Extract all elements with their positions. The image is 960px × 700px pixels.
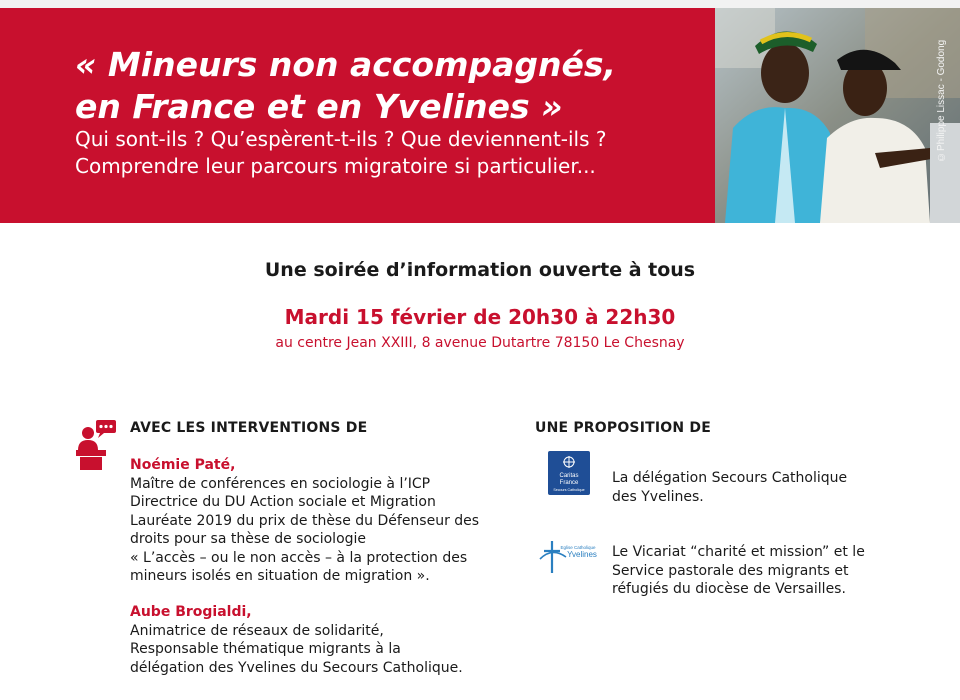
speaker-icon [74,420,118,470]
event-title: « Mineurs non accompagnés, en France et en Yvelines » [75,45,617,126]
event-tagline: Une soirée d’information ouverte à tous [264,259,696,281]
speaker-entry [130,603,520,677]
diocese-logo-text: Eglise Catholique [560,545,596,550]
organizer-text: La délégation Secours Catholique des Yvelines. [612,470,848,505]
caritas-logo [548,451,590,495]
speaker-name: Noémie Paté, [130,457,236,473]
speakers-heading: AVEC LES INTERVENTIONS DE [130,420,368,436]
speaker-description: Animatrice de réseaux de solidarité, Responsable thématique migrants à la délégation des Yvelines du Secours Catholique. [130,622,463,676]
caritas-logo-text: Secours Catholique [553,488,585,492]
caritas-logo-text: France [559,480,579,486]
event-subtitle: Qui sont-ils ? Qu’espèrent-t-ils ? Que deviennent-ils ? Comprendre leur parcours migratoire si particulier... [75,127,607,178]
organizer-text: Le Vicariat “charité et mission” et le Service pastorale des migrants et réfugiés du diocèse de Versailles. [612,544,865,597]
speaker-name: Aube Brogialdi, [130,604,252,620]
event-date: Mardi 15 février de 20h30 à 22h30 [284,305,676,329]
organizers-heading: UNE PROPOSITION DE [535,420,711,436]
caritas-logo-text: Caritas [559,473,579,479]
header-photo [715,8,960,223]
diocese-logo [538,535,602,577]
photo-credit: ©Philippe Lissac - Godong [936,39,947,162]
event-location: au centre Jean XXIII, 8 avenue Dutartre 78150 Le Chesnay [275,335,685,351]
photo-illustration [715,8,960,223]
speaker-description: Maître de conférences en sociologie à l’ICP Directrice du DU Action sociale et Migration Lauréate 2019 du prix de thèse du Défenseur des droits pour sa thèse de sociologie « L’accès – ou le non accès – à la protection des mineurs isolés en situation de migration ». [130,475,480,584]
speaker-entry [130,456,520,586]
top-strip [0,0,960,8]
diocese-logo-text: Yvelines [567,550,597,559]
